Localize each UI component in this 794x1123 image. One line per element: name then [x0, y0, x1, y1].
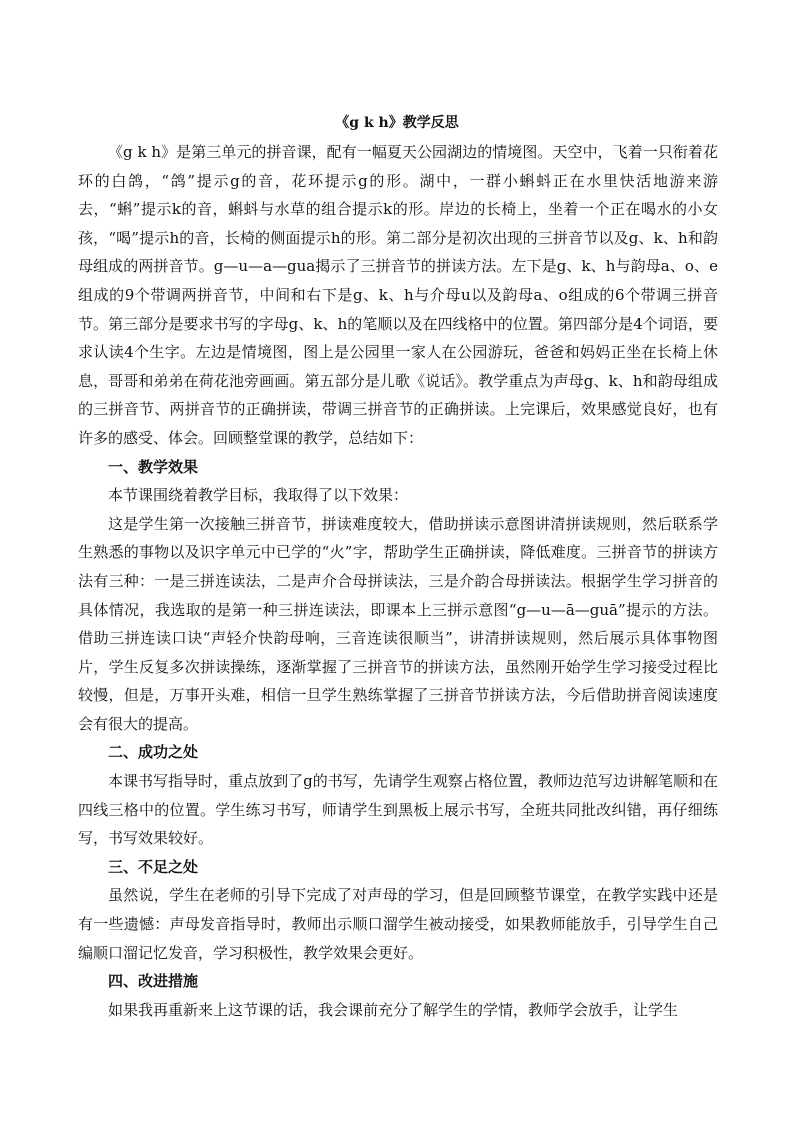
document-title: 《g k h》教学反思	[335, 115, 459, 131]
section-heading-shortcomings: 三、不足之处	[108, 857, 199, 876]
body-paragraph: 本节课围绕着教学目标，我取得了以下效果：	[108, 486, 409, 505]
section-heading-teaching-effect: 一、教学效果	[108, 457, 199, 476]
body-paragraph: 虽然说，学生在老师的引导下完成了对声母的学习，但是回顾整节课堂，在教学实践中还是有一些遗憾：声母发音指导时，教师出示顺口溜学生被动接受，如果教师能放手，引导学生自己编顺口溜记忆发音，学习积极性，教学效果会更好。	[78, 886, 718, 962]
body-paragraph: 如果我再重新来上这节课的话，我会课前充分了解学生的学情，教师学会放手，让学生	[108, 1000, 679, 1019]
section-heading-improvements: 四、改进措施	[108, 972, 199, 991]
body-paragraph: 这是学生第一次接触三拼音节，拼读难度较大，借助拼读示意图讲清拼读规则，然后联系学生熟悉的事物以及识字单元中已学的“火”字，帮助学生正确拼读，降低难度。三拼音节的拼读方法有三种：一是三拼连读法，二是声介合母拼读法，三是介韵合母拼读法。根据学生学习拼音的具体情况，我选取的是第一种三拼连读法，即课本上三拼示意图“g—u—ā—guā”提示的方法。借助三拼连读口诀“声轻介快韵母响，三音连读很顺当”，讲清拼读规则，然后展示具体事物图片，学生反复多次拼读操练，逐渐掌握了三拼音节的拼读方法，虽然刚开始学生学习接受过程比较慢，但是，万事开头难，相信一旦学生熟练掌握了三拼音节拼读方法，今后借助拼音阅读速度会有很大的提高。	[78, 514, 718, 733]
document-body	[78, 138, 718, 1024]
section-heading-success: 二、成功之处	[108, 743, 199, 762]
intro-paragraph: 《g k h》是第三单元的拼音课，配有一幅夏天公园湖边的情境图。天空中，飞着一只衔着花环的白鸽，“鸽”提示g的音，花环提示g的形。湖中，一群小蝌蚪正在水里快活地游来游去，“蝌”提示k的音，蝌蚪与水草的组合提示k的形。岸边的长椅上，坐着一个正在喝水的小女孩，“喝”提示h的音，长椅的侧面提示h的形。第二部分是初次出现的三拼音节以及g、k、h和韵母组成的两拼音节。g—u—a—gua揭示了三拼音节的拼读方法。左下是g、k、h与韵母a、o、e组成的9个带调两拼音节，中间和右下是g、k、h与介母u以及韵母a、o组成的6个带调三拼音节。第三部分是要求书写的字母g、k、h的笔顺以及在四线格中的位置。第四部分是4个词语，要求认读4个生字。左边是情境图，图上是公园里一家人在公园游玩，爸爸和妈妈正坐在长椅上休息，哥哥和弟弟在荷花池旁画画。第五部分是儿歌《说话》。教学重点为声母g、k、h和韵母组成的三拼音节、两拼音节的正确拼读，带调三拼音节的正确拼读。上完课后，效果感觉良好，也有许多的感受、体会。回顾整堂课的教学，总结如下：	[78, 143, 718, 447]
body-paragraph: 本课书写指导时，重点放到了g的书写，先请学生观察占格位置，教师边范写边讲解笔顺和在四线三格中的位置。学生练习书写，师请学生到黑板上展示书写，全班共同批改纠错，再仔细练写，书写效果较好。	[78, 772, 718, 848]
